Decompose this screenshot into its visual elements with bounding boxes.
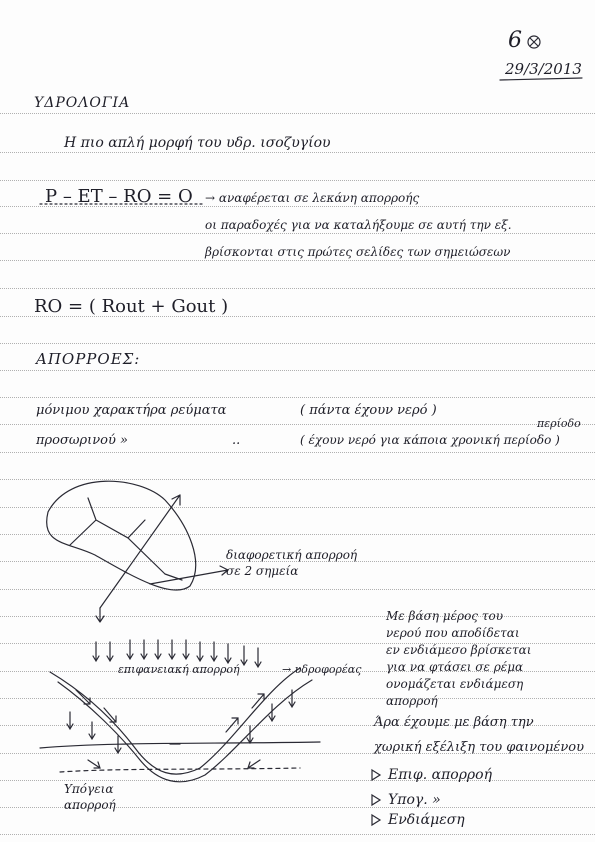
period-note: περίοδο bbox=[537, 417, 581, 430]
classification-item-interflow: Ενδιάμεση bbox=[388, 812, 465, 828]
section-heading: ΑΠΟΡΡΟΕΣ: bbox=[36, 350, 141, 368]
triangle-bullet-icon bbox=[372, 815, 380, 825]
date-underline bbox=[500, 78, 582, 80]
note-line: για να φτάσει σε ρέμα bbox=[386, 660, 524, 674]
basin-label: διαφορετική απορροή σε 2 σημεία bbox=[226, 548, 358, 578]
stream-network bbox=[70, 498, 182, 580]
line-definition: Η πιο απλή μορφή του υδρ. ισοζυγίου bbox=[64, 135, 331, 151]
note-line: ονομάζεται ενδιάμεση bbox=[386, 677, 524, 691]
temporary-streams: προσωρινού » bbox=[36, 433, 128, 448]
ditto-mark: .. bbox=[232, 433, 241, 448]
note-line: νερού που αποδίδεται bbox=[386, 626, 520, 640]
pointer-arrow bbox=[150, 566, 228, 584]
surface-runoff-label: επιφανειακή απορροή bbox=[118, 663, 240, 676]
valley-subsurface bbox=[58, 680, 312, 782]
note-line: Με βάση μέρος του bbox=[386, 609, 503, 623]
groundwater-label: Υπόγεια απορροή bbox=[64, 782, 116, 812]
valley-surface bbox=[50, 668, 300, 774]
note-line: απορροή bbox=[386, 694, 438, 708]
permanent-streams-note: ( πάντα έχουν νερό ) bbox=[300, 403, 437, 418]
page-title: ΥΔΡΟΛΟΓΙΑ bbox=[34, 95, 131, 111]
classification-intro: Άρα έχουμε με βάση την bbox=[374, 715, 534, 730]
triangle-bullet-icon bbox=[372, 770, 380, 780]
classification-item-groundwater: Υπογ. » bbox=[388, 792, 441, 808]
surface-flow-arrows bbox=[76, 690, 264, 732]
permanent-streams: μόνιμου χαρακτήρα ρεύματα bbox=[36, 403, 227, 418]
reference-note: βρίσκονται στις πρώτες σελίδες των σημειώσεων bbox=[205, 245, 511, 259]
assumptions-note: οι παραδοχές για να καταλήξουμε σε αυτή την εξ. bbox=[205, 218, 512, 232]
triangle-bullet-icon bbox=[372, 795, 380, 805]
water-table bbox=[40, 742, 320, 748]
cross-mark-icon bbox=[530, 38, 538, 46]
temporary-streams-note: ( έχουν νερό για κάποια χρονική περίοδο ) bbox=[300, 433, 560, 447]
classification-item-surface: Επιφ. απορροή bbox=[388, 767, 492, 783]
note-line: εν ενδιάμεσο βρίσκεται bbox=[386, 643, 532, 657]
classification-intro: χωρική εξέλιξη του φαινομένου bbox=[374, 740, 585, 755]
basin-outline bbox=[47, 481, 196, 590]
section-arrow-top bbox=[100, 495, 180, 608]
runoff-formula: RO = ( Rout + Gout ) bbox=[34, 296, 229, 317]
aquifer-label: → υδροφορέας bbox=[282, 663, 362, 676]
page-number: 6 bbox=[508, 28, 522, 53]
section-arrow-bottom bbox=[96, 608, 104, 622]
formula-note: → αναφέρεται σε λεκάνη απορροής bbox=[205, 191, 420, 205]
date: 29/3/2013 bbox=[505, 60, 582, 78]
groundwater-arrows bbox=[88, 744, 260, 768]
water-balance-formula: P – ET – RO = O bbox=[45, 186, 193, 207]
